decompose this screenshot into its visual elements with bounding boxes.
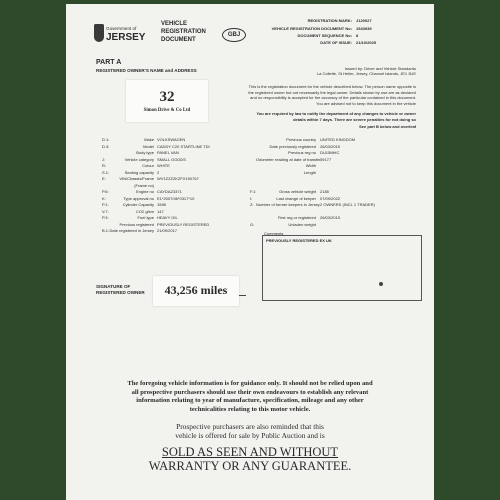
- field-value: 39177: [320, 156, 332, 162]
- left-field-values: [157, 137, 247, 235]
- field-name: VIN/Chassis/Frame: [119, 176, 154, 181]
- reminder-line1: Prospective purchasers are also reminded that this: [176, 422, 324, 431]
- see-part-b: See part B below and overleaf: [359, 124, 416, 129]
- field-value: E1*2007/46*0317*10: [157, 195, 195, 201]
- field-value: VOLKSWAGEN: [157, 137, 186, 142]
- issue-value: 21/10/2025: [356, 40, 377, 45]
- field-value: 2185: [320, 189, 329, 194]
- country-code-badge: GBJ: [222, 28, 246, 42]
- field-value: 2 OWNERS (INCL 1 TRADER): [320, 202, 375, 207]
- field-value: [320, 222, 420, 229]
- field-code: V.7:: [102, 208, 109, 214]
- doc-title-line2: REGISTRATION: [161, 29, 206, 35]
- field-value: 147: [157, 208, 164, 214]
- field-code: D.3:: [102, 143, 110, 149]
- issuer-line1: Issued by: Driver and Vehicle Standards: [344, 66, 416, 71]
- reminder-block: [78, 422, 422, 440]
- registration-document: [66, 4, 434, 500]
- sold-line1: SOLD AS SEEN AND WITHOUT: [161, 445, 339, 459]
- field-name: Date previously registered: [269, 143, 316, 149]
- field-name: Body type: [136, 150, 154, 155]
- mileage-value: 43,256 miles: [164, 283, 228, 297]
- field-code: K:: [102, 195, 106, 201]
- field-value: 07/09/2022: [320, 195, 341, 201]
- logo-line2: JERSEY: [106, 32, 146, 43]
- field-value: 26/03/2015: [320, 215, 341, 220]
- issue-label: DATE OF ISSUE:: [320, 40, 352, 45]
- field-name: Vehicle category: [124, 156, 154, 162]
- field-value: PANEL VAN: [157, 150, 179, 155]
- field-value: HEAVY OIL: [157, 215, 178, 220]
- field-name: Length: [303, 169, 316, 175]
- seq-value: 8: [356, 33, 359, 38]
- right-field-names: [256, 137, 321, 228]
- field-name: Previous registered: [119, 221, 154, 227]
- field-value: PREVIOUSLY REGISTERED: [157, 221, 210, 227]
- warning-text: You are required by law to notify the department of any changes to vehicle or owner details within 7 days. There are severe penalties for not doing so: [256, 111, 416, 122]
- field-code: D.1:: [102, 137, 110, 142]
- field-name: Gross vehicle weight: [279, 189, 316, 194]
- field-name: Previous reg no: [287, 150, 316, 155]
- field-value: CADDY C20 STARTLINE TDI: [157, 143, 210, 149]
- disclaimer-line3: information relating to year of manufacture, specification, mileage and any other: [136, 397, 364, 405]
- field-value: WHITE: [157, 163, 170, 168]
- jersey-crest-icon: [94, 24, 104, 42]
- reg-mark-label: REGISTRATION MARK:: [307, 18, 352, 23]
- field-name: Odometer reading at date of transfer: [256, 156, 321, 162]
- field-code: I:: [250, 195, 253, 201]
- field-value: 21/09/2017: [157, 228, 178, 233]
- seq-label: DOCUMENT SEQUENCE No:: [297, 33, 352, 38]
- lot-number: 32: [159, 89, 175, 105]
- owner-heading: REGISTERED OWNER'S NAME and ADDRESS: [96, 68, 197, 73]
- field-name: Unladen weight: [288, 221, 316, 227]
- field-value: 2: [157, 169, 160, 175]
- signature-label-line2: REGISTERED OWNER: [96, 290, 145, 295]
- field-value: CAYDAZ3371: [157, 189, 182, 194]
- disclaimer-block: [78, 380, 422, 414]
- field-name: Fuel type: [137, 215, 154, 220]
- field-name: Colour: [142, 163, 154, 168]
- disclaimer-line1: The foregoing vehicle information is for guidance only. It should not be relied upon and: [127, 380, 373, 387]
- field-code: E:: [102, 176, 106, 181]
- field-value: WV1ZZZ2KZFX150767: [157, 176, 199, 181]
- field-value: 1598: [157, 202, 166, 207]
- field-name: (Frame no): [134, 182, 154, 188]
- signature-label-line1: SIGNATURE OF: [96, 284, 131, 289]
- comments-text: PREVIOUSLY REGISTERED EX UK: [266, 238, 332, 243]
- field-name: Date registered in Jersey: [109, 228, 154, 233]
- right-field-values: [320, 137, 420, 228]
- field-name: Number of former keepers in Jersey: [256, 202, 320, 207]
- doc-no-value: 1543939: [356, 26, 372, 31]
- comments-box: [262, 235, 422, 301]
- field-code: G:: [250, 221, 255, 227]
- field-name: Engine no: [135, 189, 154, 194]
- doc-title-line3: DOCUMENT: [161, 37, 196, 43]
- field-name: CO2 g/km: [135, 208, 154, 214]
- field-value: UNITED KINGDOM: [320, 137, 356, 142]
- field-name: First reg or registered: [277, 215, 316, 220]
- mileage-notice: [153, 276, 239, 306]
- lot-notice: [126, 80, 208, 122]
- field-code: Z:: [250, 202, 254, 207]
- disclaimer-line4: technicalities relating to this motor vehicle.: [189, 405, 311, 413]
- info-text: This is the registration document for the vehicle described below. The person name opposite is the registered owner but not necessarily the legal owner. Details shown by use are as declared and no responsibility is accepted for the accuracy of the particular contained in this document. You are advised not to keep this document in the vehicle: [248, 84, 416, 106]
- field-code: F.1:: [250, 189, 257, 194]
- field-name: Width: [305, 163, 316, 168]
- reminder-line2: vehicle is offered for sale by Public Auction and is: [175, 431, 325, 440]
- field-code: P.1:: [102, 202, 109, 207]
- part-a-title: PART A: [96, 59, 122, 66]
- field-code: B.1:: [102, 228, 110, 233]
- left-field-names: [98, 137, 154, 235]
- field-name: Previous country: [286, 137, 316, 142]
- sold-line2: WARRANTY OR ANY GUARANTEE.: [148, 459, 352, 473]
- reg-mark-value: J120027: [356, 18, 372, 23]
- field-name: Last change of keeper: [276, 195, 316, 201]
- lot-seller: Simon Drive & Co Ltd: [143, 108, 191, 113]
- issuer-line2: La Collette, St Helier, Jersey, Channel Islands, JE1 3UE: [316, 71, 416, 76]
- field-code: R:: [102, 163, 106, 168]
- field-code: P.3:: [102, 215, 109, 220]
- field-name: Make: [144, 137, 154, 142]
- sold-as-seen-block: [78, 445, 422, 473]
- field-value: 26/03/2015: [320, 143, 341, 149]
- field-value: DU15MHC: [320, 150, 340, 155]
- disclaimer-line2: all prospective purchasers should use their own endeavours to establish any relevant: [131, 388, 369, 396]
- field-code: S.1:: [102, 169, 110, 175]
- logo-line1: Government of: [106, 26, 137, 31]
- field-name: Model: [143, 143, 154, 149]
- field-name: Cylinder Capacity: [122, 202, 154, 207]
- doc-title-line1: VEHICLE: [161, 21, 188, 27]
- field-name: Seating capacity: [124, 169, 154, 175]
- field-code: J:: [102, 156, 106, 162]
- hole-punch-mark: [379, 282, 383, 286]
- field-code: P.6:: [102, 189, 109, 194]
- comments-label: Comments: [264, 231, 284, 236]
- doc-no-label: VEHICLE REGISTRATION DOCUMENT No:: [271, 26, 352, 31]
- field-value: SMALL GOODS: [157, 156, 186, 162]
- field-name: Type approval no: [123, 195, 154, 201]
